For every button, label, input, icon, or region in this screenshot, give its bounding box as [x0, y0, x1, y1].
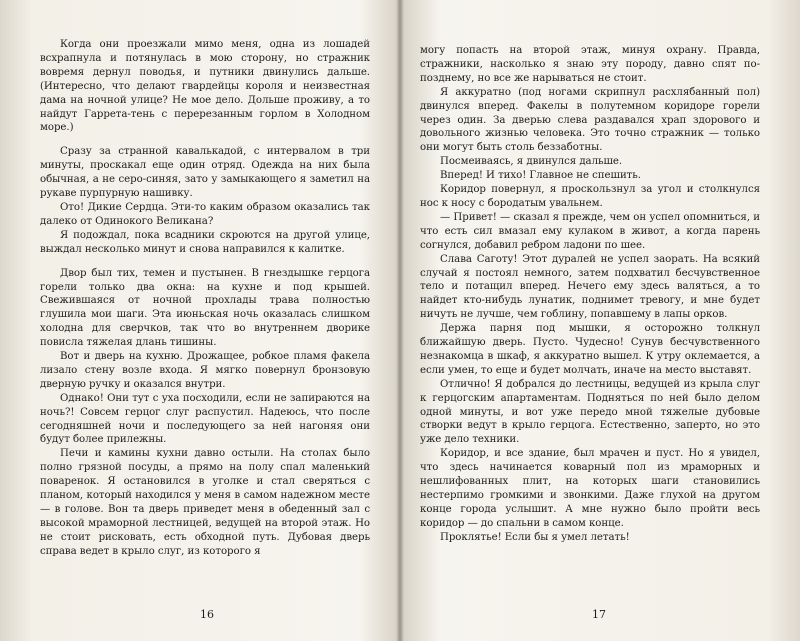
paragraph: могу попасть на второй этаж, минуя охрану. Правда, стражники, насколько я знаю эту породу, давно спят по-позднему, но все же нарываться не стоит.: [420, 45, 760, 84]
book-spine: [396, 0, 404, 641]
paragraph: Проклятье! Если бы я умел летать!: [440, 531, 630, 543]
paragraph: Отлично! Я добрался до лестницы, ведущей из крыла слуг к герцогским апартаментам. Подняться по ней было делом одной минуты, и вот уже передо мной тяжелые дубовые створки ведут в крыло герцога. Естественно, заперто, но это уже дело техники.: [420, 378, 760, 446]
page-number-left: 16: [200, 608, 214, 621]
paragraph: Сразу за странной кавалькадой, с интервалом в три минуты, проскакал еще один отряд. Одежда на них была обычная, а не серо-синяя, зато у замыкающего я заметил на рукаве пурпурную нашивку.: [40, 146, 370, 200]
paragraph: Однако! Они тут с уха посходили, если не запираются на ночь?! Совсем герцог слуг распустил. Надеюсь, что после сегодняшней ночи и последующего за ней нагоняя они будут более прилежны.: [40, 392, 370, 446]
paragraph: Ото! Дикие Сердца. Эти-то каким образом оказались так далеко от Одинокого Великана?: [40, 201, 370, 227]
right-page: [420, 44, 760, 629]
paragraph: Коридор повернул, я проскользнул за угол и столкнулся нос к носу с бородатым увальнем.: [420, 184, 760, 209]
paragraph: Посмеиваясь, я двинулся дальше.: [440, 156, 623, 168]
left-page: [40, 38, 370, 623]
paragraph: Я подождал, пока всадники скроются на другой улице, выждал несколько минут и снова направился к калитке.: [40, 229, 370, 255]
paragraph: Вот и дверь на кухню. Дрожащее, робкое пламя факела лизало стену возле входа. Я мягко повернул бронзовую дверную ручку и оказался внутри.: [40, 351, 370, 390]
paragraph: Когда они проезжали мимо меня, одна из лошадей всхрапнула и потянулась в мою сторону, но стражник вовремя дернул поводья, и путники двинулись дальше. (Интересно, что делают гвардейцы короля и неизвестная дама на ночной улице? Не мое дело. Дольше проживу, а то найдут Гаррета-тень с перерезанным горлом в Холодном море.): [40, 39, 370, 134]
paragraph: Держа парня под мышки, я осторожно толкнул ближайшую дверь. Пусто. Чудесно! Сунув бесчувственного незнакомца в шкаф, я аккуратно вышел. К утру оклемается, а если умен, то еще и будет молчать, иначе на место выставят.: [420, 323, 760, 376]
paragraph: Печи и камины кухни давно остыли. На столах было полно грязной посуды, а прямо на полу спал маленький поваренок. Я остановился в уголке и стал сверяться с планом, который находился у меня в самом надежном месте — в голове. Вон та дверь приведет меня в обеденный зал с высокой мраморной лестницей, ведущей на второй этаж. Но не стоит рисковать, есть обходной путь. Дубовая дверь справа ведет в крыло слуг, из которого я: [40, 448, 370, 557]
paragraph: Слава Саготу! Этот дуралей не успел заорать. На всякий случай я постоял немного, затем подхватил бесчувственное тело и потащил вперед. Нечего ему здесь валяться, а то найдет кто-нибудь лунатик, поднимет тревогу, и мне будет ничуть не лучше, чем гоблину, попавшему в лапы орков.: [420, 253, 760, 321]
paragraph: — Привет! — сказал я прежде, чем он успел опомниться, и что есть сил вмазал ему кулаком в живот, а когда парень согнулся, добавил ребром ладони по шее.: [420, 211, 760, 251]
paragraph: Двор был тих, темен и пустынен. В гнездышке герцога горели только два окна: на кухне и под крышей. Свежившаяся от ночной прохлады трава полностью глушила мои шаги. Эта июньская ночь оказалась слишком холодна для сверчков, так что во внутреннем дворике повисла тяжелая длань тишины.: [40, 267, 370, 349]
paragraph: Коридор, и все здание, был мрачен и пуст. Но я увидел, что здесь начинается коварный пол из мраморных и нешлифованных плит, на которых шаги становились нестерпимо громкими и звонкими. Даже глухой на другом конце города услышит. А мне нужно было пройти весь коридор — до спальни в самом конце.: [420, 448, 760, 529]
page-number-right: 17: [592, 608, 606, 621]
paragraph: Вперед! И тихо! Главное не спешить.: [440, 170, 641, 182]
paragraph: Я аккуратно (под ногами скрипнул расхлябанный пол) двинулся вперед. Факелы в полутемном коридоре горели через один. За дверью слева раздавался храп здорового и довольного жизнью человека. Это точно стражник — только они могут быть столь беззаботны.: [420, 86, 760, 154]
